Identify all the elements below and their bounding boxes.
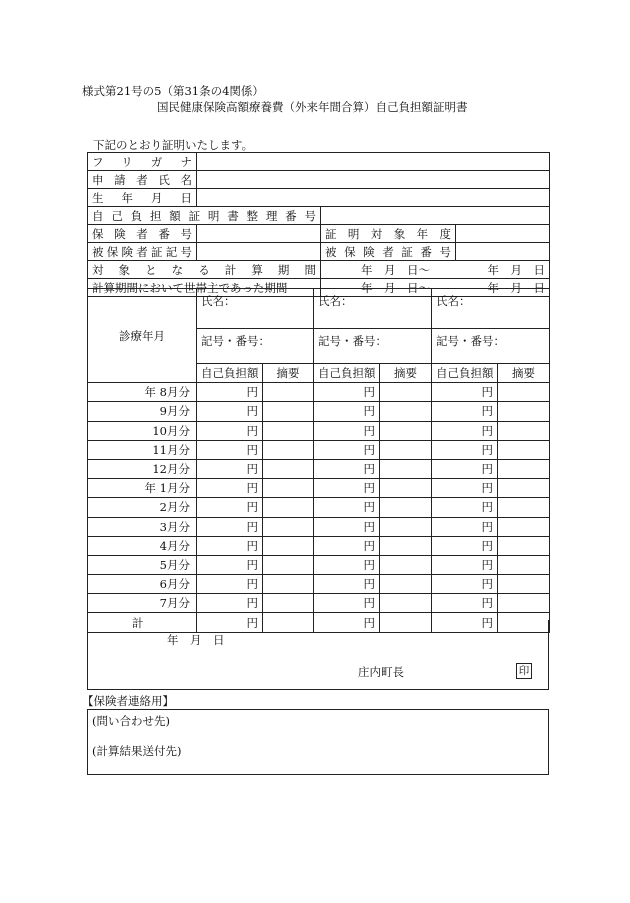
person3-note-cell[interactable] [498,575,550,594]
person2-amount-cell[interactable]: 円 [314,575,380,594]
note-header: 摘要 [380,364,432,383]
person2-name-field[interactable]: 氏名： [314,289,432,329]
person1-note-cell[interactable] [263,459,314,478]
person3-amount-cell[interactable]: 円 [432,575,498,594]
person1-note-cell[interactable] [263,421,314,440]
furigana-label: フリガナ [88,153,197,171]
person3-amount-cell[interactable]: 円 [432,555,498,574]
person2-amount-cell[interactable]: 円 [314,498,380,517]
person2-amount-cell[interactable]: 円 [314,613,380,632]
person1-amount-cell[interactable]: 円 [197,459,263,478]
month-label: 3月分 [88,517,197,536]
cert-date[interactable]: 年 月 日 [167,633,225,647]
month-column-header: 診療年月 [88,289,197,383]
person3-note-cell[interactable] [498,498,550,517]
furigana-row [88,153,550,171]
applicant-name-field[interactable] [197,171,550,189]
person3-note-cell[interactable] [498,383,550,402]
person1-amount-cell[interactable]: 円 [197,402,263,421]
person2-note-cell[interactable] [380,479,432,498]
period-row [88,261,550,279]
person2-amount-cell[interactable]: 円 [314,536,380,555]
birth-date-field[interactable] [197,189,550,207]
insurer-row [88,225,550,243]
insurer-number-field[interactable] [197,225,321,243]
table-row [88,498,550,517]
birth-date-label: 生年月日 [88,189,197,207]
month-label: 12月分 [88,459,197,478]
person1-amount-cell[interactable]: 円 [197,594,263,613]
amount-header: 自己負担額 [314,364,380,383]
person3-amount-cell[interactable]: 円 [432,421,498,440]
person1-note-cell[interactable] [263,498,314,517]
person3-note-cell[interactable] [498,459,550,478]
person3-amount-cell[interactable]: 円 [432,479,498,498]
cert-year-label: 証明対象年度 [321,225,456,243]
month-label: 9月分 [88,402,197,421]
document-title: 国民健康保険高額療養費（外来年間合算）自己負担額証明書 [157,100,468,114]
person1-note-cell[interactable] [263,594,314,613]
person3-note-cell[interactable] [498,536,550,555]
calc-period-label: 対象となる計算期間 [88,261,321,279]
person2-note-cell[interactable] [380,517,432,536]
person2-note-cell[interactable] [380,575,432,594]
month-label: 年 1月分 [88,479,197,498]
table-row [88,517,550,536]
month-label: 6月分 [88,575,197,594]
applicant-name-label: 申請者氏名 [88,171,197,189]
household-head-period-label: 計算期間において世帯主であった期間 [88,279,321,297]
person1-note-cell[interactable] [263,536,314,555]
person3-amount-cell[interactable]: 円 [432,536,498,555]
table-row [88,402,550,421]
table-row [88,440,550,459]
table-row [88,479,550,498]
insurer-number-label: 保険者番号 [88,225,197,243]
table-row [88,575,550,594]
person3-amount-cell[interactable]: 円 [432,440,498,459]
person2-amount-cell[interactable]: 円 [314,383,380,402]
person3-amount-cell[interactable]: 円 [432,498,498,517]
insured-code-label: 被保険者証記号 [88,243,197,261]
note-header: 摘要 [498,364,550,383]
cert-year-field[interactable] [456,225,550,243]
table-row [88,555,550,574]
applicant-info-table [87,152,550,297]
person1-note-cell[interactable] [263,517,314,536]
person1-note-cell[interactable] [263,440,314,459]
person1-note-cell[interactable] [263,555,314,574]
month-label: 5月分 [88,555,197,574]
person2-note-cell[interactable] [380,498,432,517]
person2-note-cell[interactable] [380,440,432,459]
person1-note-cell[interactable] [263,383,314,402]
person1-note-cell[interactable] [263,575,314,594]
month-label: 年 8月分 [88,383,197,402]
result-destination-field[interactable]: (計算結果送付先) [92,744,182,758]
person2-amount-cell[interactable]: 円 [314,440,380,459]
birth-row [88,189,550,207]
furigana-field[interactable] [197,153,550,171]
amount-header: 自己負担額 [432,364,498,383]
person1-note-cell[interactable] [263,479,314,498]
person2-amount-cell[interactable]: 円 [314,594,380,613]
person3-note-cell[interactable] [498,402,550,421]
person2-note-cell[interactable] [380,383,432,402]
person2-note-cell[interactable] [380,594,432,613]
person1-name-field[interactable]: 氏名： [197,289,314,329]
person3-amount-cell[interactable]: 円 [432,613,498,632]
form-number-label: 様式第21号の5（第31条の4関係） [82,84,264,98]
month-label: 10月分 [88,421,197,440]
person2-amount-cell[interactable]: 円 [314,517,380,536]
person1-amount-cell[interactable]: 円 [197,421,263,440]
month-label: 2月分 [88,498,197,517]
cert-number-label: 自己負担額証明書整理番号 [88,207,321,225]
month-label: 4月分 [88,536,197,555]
person3-amount-cell[interactable]: 円 [432,459,498,478]
person1-amount-cell[interactable]: 円 [197,575,263,594]
total-label: 計 [88,613,197,632]
person1-amount-cell[interactable]: 円 [197,440,263,459]
person1-amount-cell[interactable]: 円 [197,479,263,498]
contact-section-label: 【保険者連絡用】 [82,694,174,708]
person3-note-cell[interactable] [498,421,550,440]
person3-amount-cell[interactable]: 円 [432,517,498,536]
month-label: 11月分 [88,440,197,459]
person2-amount-cell[interactable]: 円 [314,459,380,478]
person2-note-cell[interactable] [380,555,432,574]
calc-period-range[interactable]: 年 月 日～ 年 月 日 [321,261,550,279]
month-label: 7月分 [88,594,197,613]
person3-note-cell[interactable] [498,555,550,574]
monthly-expense-table [87,288,550,633]
person3-name-field[interactable]: 氏名： [432,289,550,329]
person-name-row [88,289,550,329]
person3-note-cell[interactable] [498,594,550,613]
insured-number-label: 被保険者証番号 [321,243,456,261]
person1-amount-cell[interactable]: 円 [197,613,263,632]
table-row [88,459,550,478]
person2-amount-cell[interactable]: 円 [314,421,380,440]
person1-amount-cell[interactable]: 円 [197,555,263,574]
person3-note-cell[interactable] [498,479,550,498]
mayor-title: 庄内町長 [358,665,404,679]
table-row [88,594,550,613]
certification-box [87,620,549,690]
person1-code-field[interactable]: 記号・番号： [197,329,314,364]
household-head-period-range[interactable]: 年 月 日～ 年 月 日 [321,279,550,297]
table-row [88,421,550,440]
insured-number-field[interactable] [456,243,550,261]
seal-mark: 印 [516,663,532,679]
person2-note-cell[interactable] [380,402,432,421]
amount-header: 自己負担額 [197,364,263,383]
insured-code-field[interactable] [197,243,321,261]
intro-text: 下記のとおり証明いたします。 [93,138,254,152]
person3-amount-cell[interactable]: 円 [432,402,498,421]
month-rows [88,383,550,632]
person1-amount-cell[interactable]: 円 [197,536,263,555]
note-header: 摘要 [263,364,314,383]
insured-row [88,243,550,261]
cert-number-field[interactable] [321,207,550,225]
table-row [88,383,550,402]
person1-amount-cell[interactable]: 円 [197,498,263,517]
person3-note-cell[interactable] [498,517,550,536]
person2-note-cell[interactable] [380,421,432,440]
person1-note-cell[interactable] [263,402,314,421]
person2-code-field[interactable]: 記号・番号： [314,329,432,364]
cert-number-row [88,207,550,225]
person3-note-cell[interactable] [498,440,550,459]
person2-amount-cell[interactable]: 円 [314,479,380,498]
person2-note-cell[interactable] [380,536,432,555]
applicant-row [88,171,550,189]
table-row [88,536,550,555]
person3-code-field[interactable]: 記号・番号： [432,329,550,364]
person2-amount-cell[interactable]: 円 [314,402,380,421]
person2-amount-cell[interactable]: 円 [314,555,380,574]
person1-amount-cell[interactable]: 円 [197,383,263,402]
person3-amount-cell[interactable]: 円 [432,594,498,613]
person1-amount-cell[interactable]: 円 [197,517,263,536]
inquiry-field[interactable]: (問い合わせ先) [92,714,170,728]
person3-amount-cell[interactable]: 円 [432,383,498,402]
person2-note-cell[interactable] [380,459,432,478]
